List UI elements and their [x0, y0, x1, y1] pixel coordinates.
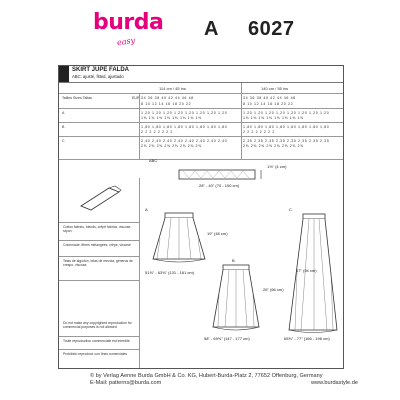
waistband-drawing: [177, 166, 267, 182]
row-a-m-114: 1,20 1,20 1,20 1,20 1,20 1,20 1,20 1,20: [141, 111, 228, 115]
legal-note-es: Prohibido reproducir con fines comerciales: [63, 352, 128, 356]
eur-label: EUR: [132, 96, 140, 100]
skirt-b-hem: 58" - 69⅝" (147 - 177 cm): [204, 336, 250, 341]
title-marker: [59, 66, 69, 82]
row-b-label: B: [62, 125, 65, 129]
legal-note-en: Do not make any copyrighted reproduction for commercial purposes is not allowed: [63, 321, 132, 330]
skirt-c-length: 37" (94 cm): [296, 268, 317, 273]
skirt-a-hem: 51⅝" - 63⅝" (131 - 161 cm): [145, 270, 195, 275]
instruction-sheet: [58, 65, 344, 369]
view-abc-label: ABC: [149, 158, 158, 163]
fabric-note-fr: Cotonnade, fibres mélangées, crêpe, viscose: [63, 243, 131, 247]
pattern-letter: A: [204, 18, 219, 40]
row-c-m-114: 2,40 2,40 2,40 2,40 2,40 2,40 2,40 2,40: [141, 139, 228, 143]
sheet-title: SKIRT JUPE FALDA: [72, 67, 130, 73]
view-c-label: C: [289, 207, 292, 212]
copyright-footer: [90, 373, 390, 387]
column-divider: [139, 178, 140, 368]
sizes-us-140: 8 10 12 14 16 18 20 22: [243, 102, 294, 106]
row-c-label: C: [62, 139, 65, 143]
sizes-eur-114: 34 36 38 40 42 44 46 48: [141, 96, 194, 100]
pattern-number: 6027: [248, 18, 295, 40]
skirt-c-hem: 65⅜" - 77" (166 - 196 cm): [284, 336, 330, 341]
row-c-m-140: 2,35 2,35 2,35 2,35 2,35 2,35 2,35 2,35: [243, 139, 330, 143]
contact-line: [90, 380, 390, 387]
sizes-us-114: 8 10 12 14 16 18 20 22: [141, 102, 192, 106]
burda-logo: burda: [93, 10, 164, 35]
row-c-yd-114: 2⅝ 2⅝ 2⅝ 2⅝ 2⅝ 2⅝ 2⅝ 2⅝: [141, 144, 202, 148]
fabric-fold-icon: [79, 184, 123, 212]
waistband-height: 1⅝" (4 cm): [267, 164, 287, 169]
sizes-eur-140: 34 36 38 40 42 44 46 48: [243, 96, 296, 100]
row-c-yd-140: 2⅝ 2⅝ 2⅝ 2⅝ 2⅝ 2⅝ 2⅝ 2⅝: [243, 144, 304, 148]
pattern-header: [0, 0, 400, 58]
skirt-a-length: 19" (48 cm): [207, 231, 228, 236]
view-b-label: B: [232, 258, 235, 263]
skirt-b-length: 26" (66 cm): [263, 287, 284, 292]
legal-note-fr: Toute reproduction commerciale est interdite: [63, 339, 130, 343]
waistband-width: 28" - 40" (70 - 100 cm): [199, 183, 240, 188]
website-link[interactable]: www.burdastyle.de: [311, 380, 358, 386]
row-a-label: A: [62, 111, 65, 115]
skirt-a-drawing: [149, 211, 207, 269]
burda-logo-sub: easy: [116, 35, 136, 48]
row-b-yd-114: 2 2 2 2 2 2 2 2: [141, 130, 173, 134]
fabric-note-es: Telas de algodón, telas de mezcla, géneros de crespo, viscosa: [63, 259, 133, 268]
sheet-subtitle: ABC: ajusté, fitted, ajustado: [72, 74, 124, 79]
title-row: [59, 66, 343, 83]
copyright-line: © by Verlag Aenne Burda GmbH & Co. KG, Hubert-Burda-Platz 2, 77652 Offenburg, Germany: [90, 373, 323, 379]
row-b-m-140: 1,80 1,80 1,80 1,80 1,80 1,80 1,80 1,80: [243, 125, 330, 129]
sizes-label: Tailles Sizes Tallas: [62, 96, 92, 100]
row-a-yd-140: 1⅜ 1⅜ 1⅜ 1⅜ 1⅜ 1⅜ 1⅜ 1⅜: [243, 116, 304, 120]
row-a-m-140: 1,20 1,20 1,20 1,20 1,20 1,20 1,20 1,20: [243, 111, 330, 115]
skirt-b-drawing: [209, 263, 263, 335]
row-b-m-114: 1,80 1,80 1,80 1,80 1,80 1,80 1,80 1,80: [141, 125, 228, 129]
row-b-yd-140: 2 2 2 2 2 2 2 2: [243, 130, 275, 134]
view-a-label: A: [145, 207, 148, 212]
fabric-note-en: Cotton fabrics, blends, crêpe fabrics, viscose-rayon: [63, 225, 132, 234]
width-140-label: 140 cm / 55 ins: [261, 86, 289, 91]
width-114-label: 114 cm / 45 ins: [159, 86, 186, 91]
contact-email[interactable]: E-Mail: patterns@burda.com: [90, 380, 162, 386]
skirt-c-drawing: [287, 212, 339, 337]
row-a-yd-114: 1⅜ 1⅜ 1⅜ 1⅜ 1⅜ 1⅜ 1⅜ 1⅜: [141, 116, 202, 120]
